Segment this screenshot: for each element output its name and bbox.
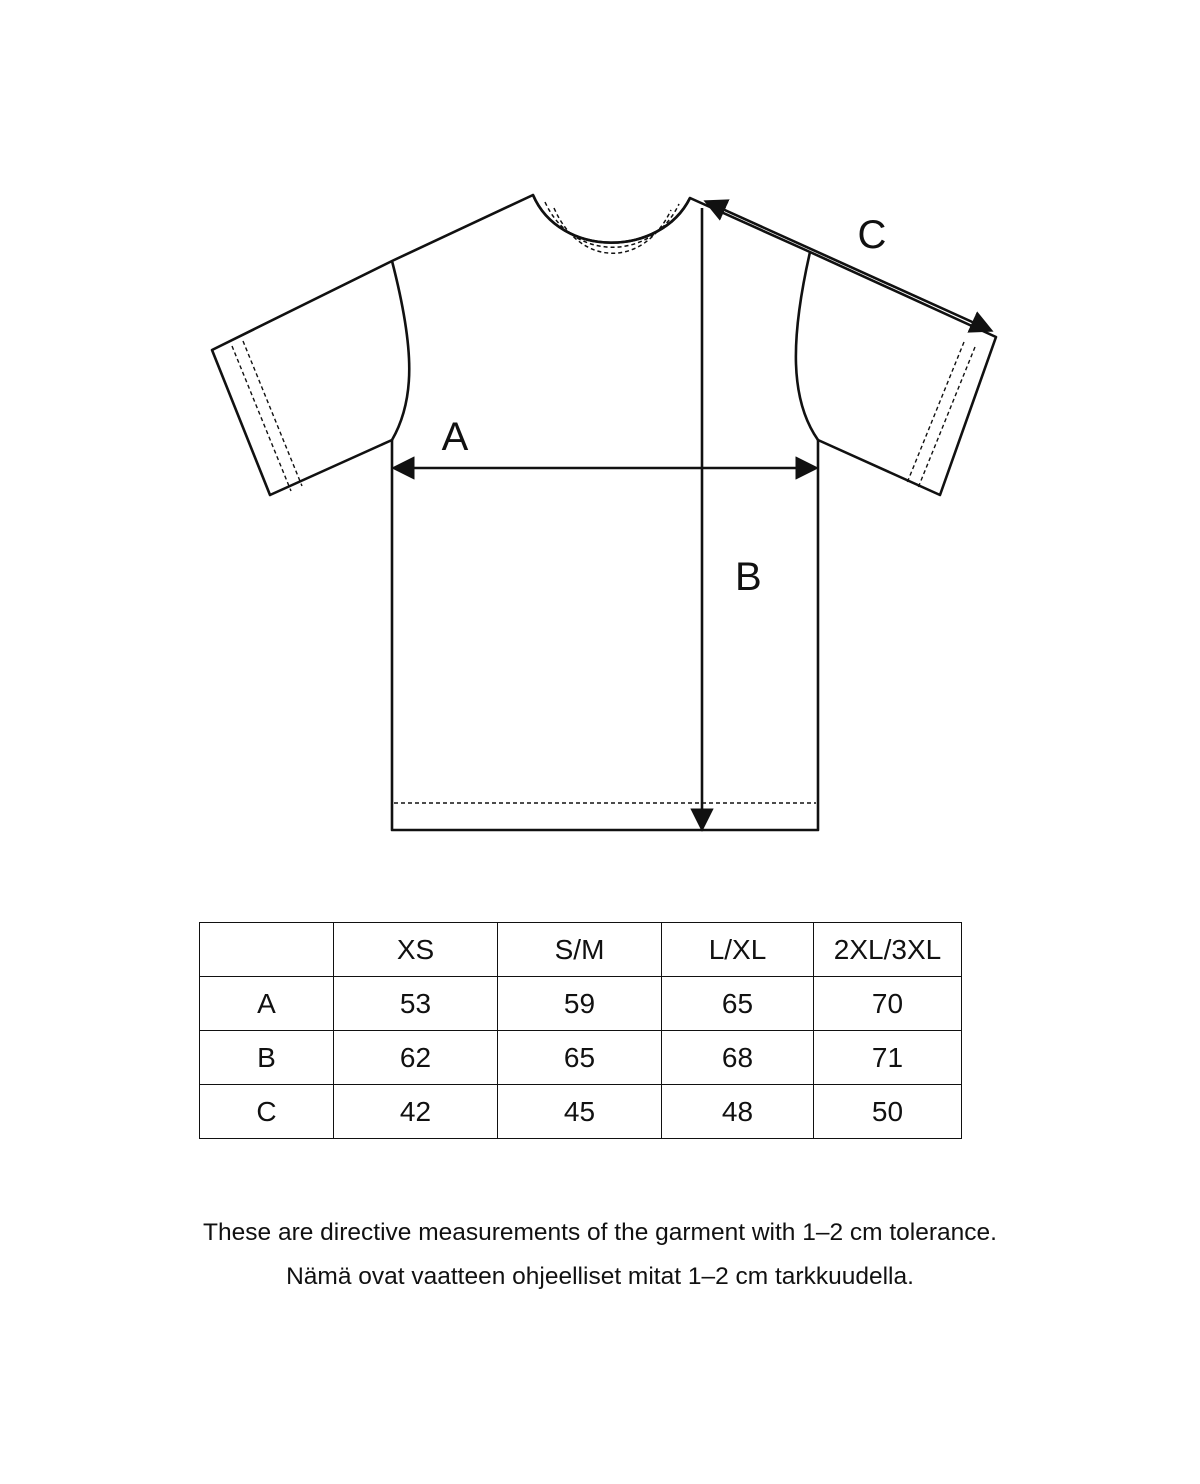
left-cuff-stitch (232, 341, 302, 491)
table-row (200, 1031, 962, 1085)
cell-b-sm: 65 (498, 1031, 662, 1085)
row-label-c: C (200, 1085, 334, 1139)
cell-c-xs: 42 (334, 1085, 498, 1139)
collar-inner-stitch (545, 202, 679, 253)
cell-c-2xl3xl: 50 (814, 1085, 962, 1139)
row-label-a: A (200, 977, 334, 1031)
collar-outline (533, 195, 690, 243)
cell-a-lxl: 65 (662, 977, 814, 1031)
size-header-2xl3xl: 2XL/3XL (814, 923, 962, 977)
table-row (200, 1085, 962, 1139)
tshirt-technical-diagram (0, 150, 1200, 870)
measurement-notes (0, 1215, 1200, 1303)
table-corner-cell (200, 923, 334, 977)
measure-label-b: B (735, 555, 762, 599)
cell-a-2xl3xl: 70 (814, 977, 962, 1031)
size-table (199, 922, 962, 1139)
cell-b-lxl: 68 (662, 1031, 814, 1085)
note-finnish: Nämä ovat vaatteen ohjeelliset mitat 1–2 cm tarkkuudella. (286, 1263, 914, 1290)
size-table-wrapper (199, 922, 961, 1139)
measure-label-c: C (857, 213, 887, 257)
right-cuff-stitch (907, 342, 975, 488)
table-header-row (200, 923, 962, 977)
size-header-lxl: L/XL (662, 923, 814, 977)
cell-b-2xl3xl: 71 (814, 1031, 962, 1085)
cell-a-sm: 59 (498, 977, 662, 1031)
measure-label-a: A (441, 415, 469, 459)
measure-line-c (707, 202, 990, 330)
cell-c-sm: 45 (498, 1085, 662, 1139)
table-row (200, 977, 962, 1031)
tshirt-outline (212, 195, 996, 830)
cell-c-lxl: 48 (662, 1085, 814, 1139)
row-label-b: B (200, 1031, 334, 1085)
cell-a-xs: 53 (334, 977, 498, 1031)
size-header-xs: XS (334, 923, 498, 977)
size-header-sm: S/M (498, 923, 662, 977)
note-english: These are directive measurements of the garment with 1–2 cm tolerance. (203, 1219, 997, 1246)
cell-b-xs: 62 (334, 1031, 498, 1085)
